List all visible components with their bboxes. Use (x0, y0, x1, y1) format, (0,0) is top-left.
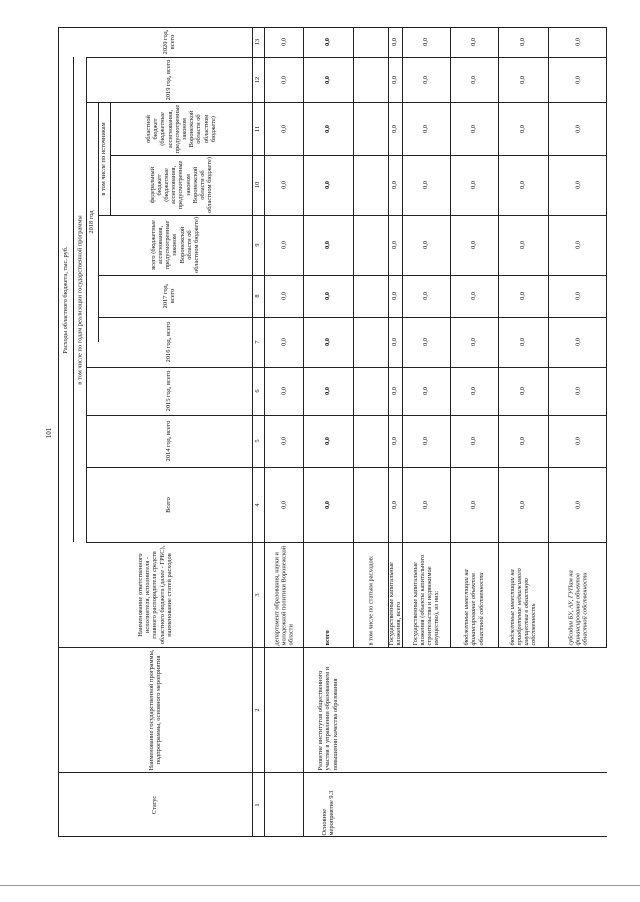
value-cell: 0,0 (519, 338, 527, 346)
value-cell: 0,0 (279, 292, 287, 300)
header-executor: Наименование ответственного исполнителя, исполнителя - главного распорядителя средств областного бюджета (далее - ГРБС), наименование статей расходов (137, 545, 173, 644)
value-cell: 0,0 (519, 500, 527, 509)
value-cell: 0,0 (519, 124, 527, 133)
row-executor: всего (324, 629, 332, 645)
column-number: 6 (254, 389, 262, 393)
value-cell: 0,0 (573, 124, 581, 133)
value-cell: 0,0 (422, 338, 430, 346)
header-total: Всего (165, 496, 173, 513)
value-cell: 0,0 (279, 124, 287, 133)
value-cell: 0,0 (519, 437, 527, 445)
column-divider (86, 275, 607, 276)
value-cell: 0,0 (470, 500, 478, 509)
value-cell: 0,0 (391, 292, 399, 300)
value-cell: 0,0 (279, 241, 287, 249)
column-number: 10 (254, 181, 262, 189)
value-cell: 0,0 (573, 181, 581, 189)
table-border-bottom (58, 836, 607, 837)
value-cell: 0,0 (573, 75, 581, 84)
column-divider (86, 317, 607, 318)
value-cell: 0,0 (573, 338, 581, 346)
column-number: 7 (254, 340, 262, 344)
value-cell: 0,0 (519, 38, 527, 46)
value-cell: 0,0 (324, 38, 332, 46)
value-cell: 0,0 (573, 292, 581, 300)
table-border-top (58, 27, 607, 28)
value-cell: 0,0 (573, 38, 581, 46)
column-number: 3 (254, 592, 262, 597)
header-main-title: Расходы областного бюджета, тыс. руб. (62, 245, 70, 354)
column-divider (58, 772, 607, 773)
value-cell: 0,0 (519, 181, 527, 189)
value-cell: 0,0 (279, 338, 287, 346)
header-2020: 2020 год, всего (161, 29, 176, 55)
column-divider (86, 542, 607, 543)
header-2016: 2016 год, всего (165, 321, 173, 363)
header-by-sources: в том числе по источникам (100, 121, 108, 196)
value-cell: 0,0 (519, 241, 527, 249)
header-2017: 2017 год, всего (161, 283, 176, 309)
header-regional: областной бюджет (бюджетные ассигнования, предусмотренные законом Воронежской области об областном бюджете) (145, 104, 217, 153)
value-cell: 0,0 (519, 387, 527, 395)
row-status: Основное мероприятие 9.3 (320, 790, 335, 835)
value-cell: 0,0 (391, 500, 399, 509)
header-federal: федеральный бюджет (бюджетные ассигнования, предусмотренные законом Воронежской области об областном бюджете) (148, 157, 214, 213)
value-cell: 0,0 (391, 181, 399, 189)
value-cell: 0,0 (573, 241, 581, 249)
column-divider (86, 215, 607, 216)
budget-table (58, 27, 607, 837)
header-2015: 2015 год, всего (165, 370, 173, 412)
header-2019: 2019 год, всего (165, 59, 173, 100)
column-number: 13 (254, 38, 262, 46)
value-cell: 0,0 (470, 124, 478, 133)
column-number: 8 (254, 294, 262, 298)
value-cell: 0,0 (391, 338, 399, 346)
header-2018-total: всего (бюджетные ассигнования, предусмотренные законом Воронежской области об областном бюджете) (149, 217, 200, 273)
value-cell: 0,0 (324, 437, 332, 445)
value-cell: 0,0 (573, 387, 581, 395)
column-divider (86, 367, 607, 368)
value-cell: 0,0 (422, 181, 430, 189)
value-cell: 0,0 (279, 181, 287, 189)
column-number: 4 (254, 502, 262, 507)
value-cell: 0,0 (391, 124, 399, 133)
value-cell: 0,0 (422, 387, 430, 395)
row-executor: субсидии БУ, АУ, ГУПам на финансирование объектов областной собственности (566, 569, 589, 645)
value-cell: 0,0 (573, 437, 581, 445)
value-cell: 0,0 (470, 241, 478, 249)
header-program-name: Наименование государственной программы, подпрограммы, основного мероприятия (147, 649, 162, 770)
header-status: Статус (151, 795, 159, 814)
value-cell: 0,0 (324, 387, 332, 395)
value-cell: 0,0 (470, 292, 478, 300)
header-by-years: в том числе по годам реализации государственной программы (75, 214, 83, 385)
header-2018: 2018 год (88, 210, 96, 234)
value-cell: 0,0 (279, 437, 287, 445)
value-cell: 0,0 (519, 292, 527, 300)
value-cell: 0,0 (279, 500, 287, 509)
value-cell: 0,0 (470, 181, 478, 189)
grid-line (303, 647, 304, 837)
value-cell: 0,0 (422, 38, 430, 46)
value-cell: 0,0 (470, 75, 478, 84)
merged-cell-mask (353, 648, 607, 836)
value-cell: 0,0 (391, 387, 399, 395)
value-cell: 0,0 (279, 75, 287, 84)
value-cell: 0,0 (391, 75, 399, 84)
value-cell: 0,0 (422, 241, 430, 249)
column-number: 2 (254, 707, 262, 712)
value-cell: 0,0 (391, 437, 399, 445)
column-divider (86, 57, 607, 58)
value-cell: 0,0 (422, 500, 430, 509)
column-divider (86, 102, 607, 103)
column-number: 12 (254, 76, 262, 83)
value-cell: 0,0 (324, 124, 332, 133)
column-divider (86, 415, 607, 416)
row-executor: Государственные капитальные вложения, всего (387, 561, 402, 645)
value-cell: 0,0 (422, 292, 430, 300)
column-number: 9 (254, 243, 262, 247)
column-number: 1 (254, 802, 262, 807)
value-cell: 0,0 (470, 437, 478, 445)
grid-line (58, 27, 59, 28)
value-cell: 0,0 (470, 338, 478, 346)
column-number: 5 (254, 439, 262, 443)
row-executor: бюджетные инвестиции на финансирование объектов областной собственности (463, 568, 485, 645)
value-cell: 0,0 (470, 38, 478, 46)
value-cell: 0,0 (324, 75, 332, 84)
value-cell: 0,0 (391, 241, 399, 249)
value-cell: 0,0 (324, 181, 332, 189)
value-cell: 0,0 (324, 241, 332, 249)
value-cell: 0,0 (391, 38, 399, 46)
value-cell: 0,0 (422, 75, 430, 84)
row-executor: бюджетные инвестиции на приобретение недвижимого имущества в областную собственность (508, 567, 538, 645)
value-cell: 0,0 (279, 387, 287, 395)
row-executor: в том числе по статьям расходов: (366, 555, 374, 645)
row-program: Развитие институтов общественного участия в управлении образованием и повышении качества образования (317, 666, 339, 770)
value-cell: 0,0 (324, 500, 332, 509)
value-cell: 0,0 (422, 437, 430, 445)
page-bottom-rule (0, 885, 640, 886)
value-cell: 0,0 (422, 124, 430, 133)
column-divider (86, 467, 607, 468)
column-divider (86, 155, 607, 156)
value-cell: 0,0 (519, 75, 527, 84)
value-cell: 0,0 (470, 387, 478, 395)
row-executor: Государственные капитальные вложения (объекты капитального строительства и недвижимое имущество), из них: (411, 554, 441, 645)
row-executor: департамент образования, науки и молодежной политики Воронежской области (272, 545, 295, 645)
value-cell: 0,0 (324, 292, 332, 300)
value-cell: 0,0 (324, 338, 332, 346)
page-number: 101 (45, 427, 53, 439)
header-2014: 2014 год, всего (165, 420, 173, 462)
column-number: 11 (254, 125, 262, 132)
value-cell: 0,0 (573, 500, 581, 509)
value-cell: 0,0 (279, 38, 287, 46)
